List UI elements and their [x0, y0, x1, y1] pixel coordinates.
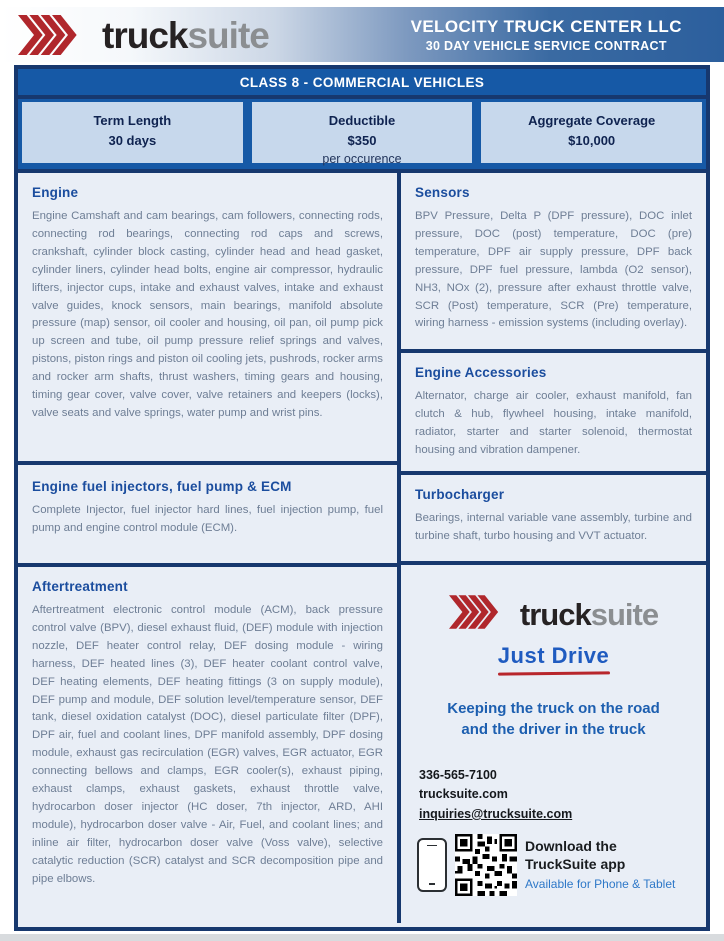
stat-deductible: Deductible $350 per occurence — [252, 102, 473, 163]
app-download-row — [417, 834, 706, 896]
brand-panel — [401, 565, 706, 911]
trucksuite-logo — [18, 15, 269, 55]
trucksuite-logo-small — [401, 595, 706, 634]
section-title: Engine fuel injectors, fuel pump & ECM — [32, 479, 292, 494]
logo-wordmark: trucksuite — [519, 597, 659, 632]
right-column — [401, 173, 706, 923]
section-body: Complete Injector, fuel injector hard lines, fuel injection pump, fuel pump and engine control module (ECM). — [32, 504, 383, 534]
tagline: Keeping the truck on the road and the driver in the truck — [447, 700, 660, 738]
section-title: Sensors — [415, 185, 470, 200]
company-title: VELOCITY TRUCK CENTER LLC — [410, 17, 682, 36]
section-fuel-injectors — [18, 465, 397, 567]
chevrons-icon — [449, 595, 511, 634]
section-body: BPV Pressure, Delta P (DPF pressure), DOC inlet pressure, DOC (post) temperature, DOC (pre) temperature, DPF air supply pressure, DPF back pressure, DPF fuel pressure, lambda (O2 sensor), NH3, NOx (2), pressure after exhaust throttle valve, SCR (Post) temperature, SCR (Pre) temperature, wiring harness - emission systems (including overlay). — [415, 210, 692, 330]
section-title: Aftertreatment — [32, 579, 128, 594]
section-body: Engine Camshaft and cam bearings, cam followers, connecting rods, connecting rod bearings, connecting rod caps and screws, crankshaft, cylinder block casting, cylinder head and head gasket, cylinder liners, cylinder head bolts, engine air compressor, hydraulic lifters, injector cups, intake and exhaust valves, intake and exhaust valve guides, knock sensors, main bearings, manifold absolute pressure (map) sensor, oil cooler and housing, oil pan, oil pump pick up screen and tube, oil pump pressure relief springs and valves, pistons, piston rings and piston oil cooling jets, pushrods, rocker arms and rocker arm shafts, thrust washers, timing gears and housing, timing gear cover, valve cover, valve retainers and keepers (locks), valve seats and valve springs, water pump and wrist pins. — [32, 210, 383, 419]
section-body: Alternator, charge air cooler, exhaust manifold, fan clutch & hub, flywheel housing, intake manifold, radiator, starter and starter solenoid, thermostat housing and vibration dampener. — [415, 390, 692, 456]
availability-note: Available for Phone & Tablet — [525, 877, 676, 892]
contract-body — [14, 65, 710, 931]
section-sensors — [401, 173, 706, 353]
contract-subtitle: 30 DAY VEHICLE SERVICE CONTRACT — [425, 39, 667, 53]
class-banner-label: CLASS 8 - COMMERCIAL VEHICLES — [239, 74, 485, 90]
section-body: Aftertreatment electronic control module (ACM), back pressure control valve (BPV), diesel exhaust fluid, (DEF) module with injection nozzle, DEF heater control relay, DEF dosing module - wiring harness, DEF heated lines (3), DEF heater coolant control valve, DEF heating elements, DEF heating fittings (3 on supply module), DEF pump and module, DEF solution level/temperature sensor, DEF tank, diesel oxidation catalyst (DOC), diesel particulate filter (DPF), DPF air, fuel and coolant lines, DPF manifold assembly, DPF dosing module, exhaust gas recirculation (EGR) valves, EGR actuator, EGR connecting bellows and clamps, EGR cooler(s), exhaust piping, exhaust clamps, exhaust gaskets, exhaust throttle valve, hydrocarbon doser injector (HC doser, 7th injector, ARD, AHI module), hydrocarbon doser valve - Air, Fuel, and coolant lines; and inline air filter, hydrocarbon doser valve (Voss valve), selective catalytic reduction (SCR) catalyst and SCR decomposition pipe and pipe elbows. — [32, 604, 383, 885]
header-title-block — [376, 17, 716, 53]
qr-code-icon — [455, 834, 517, 896]
section-title: Engine Accessories — [415, 365, 547, 380]
section-turbocharger — [401, 475, 706, 565]
section-body: Bearings, internal variable vane assembly, turbine and turbine shaft, turbo housing and VVT actuator. — [415, 512, 692, 542]
email-link[interactable]: inquiries@trucksuite.com — [419, 806, 573, 821]
smartphone-icon — [417, 838, 447, 892]
section-engine — [18, 173, 397, 465]
contact-block — [419, 766, 706, 824]
coverage-columns — [18, 173, 706, 923]
stat-aggregate-coverage: Aggregate Coverage $10,000 — [481, 102, 702, 163]
website: trucksuite.com — [419, 787, 508, 802]
slogan-underline — [497, 671, 609, 675]
section-engine-accessories — [401, 353, 706, 475]
app-download-text: Download the TruckSuite app Available for Phone & Tablet — [525, 838, 676, 892]
class-banner — [18, 69, 706, 99]
section-title: Turbocharger — [415, 487, 505, 502]
page-bottom-edge — [0, 934, 724, 941]
stat-term-length: Term Length 30 days — [22, 102, 243, 163]
logo-wordmark: trucksuite — [102, 14, 269, 56]
left-column — [18, 173, 401, 923]
phone-number: 336-565-7100 — [419, 768, 497, 782]
section-aftertreatment — [18, 567, 397, 915]
header — [0, 7, 724, 62]
chevrons-icon — [18, 15, 92, 55]
section-title: Engine — [32, 185, 79, 200]
slogan: Just Drive — [497, 643, 610, 668]
stats-row — [18, 99, 706, 173]
